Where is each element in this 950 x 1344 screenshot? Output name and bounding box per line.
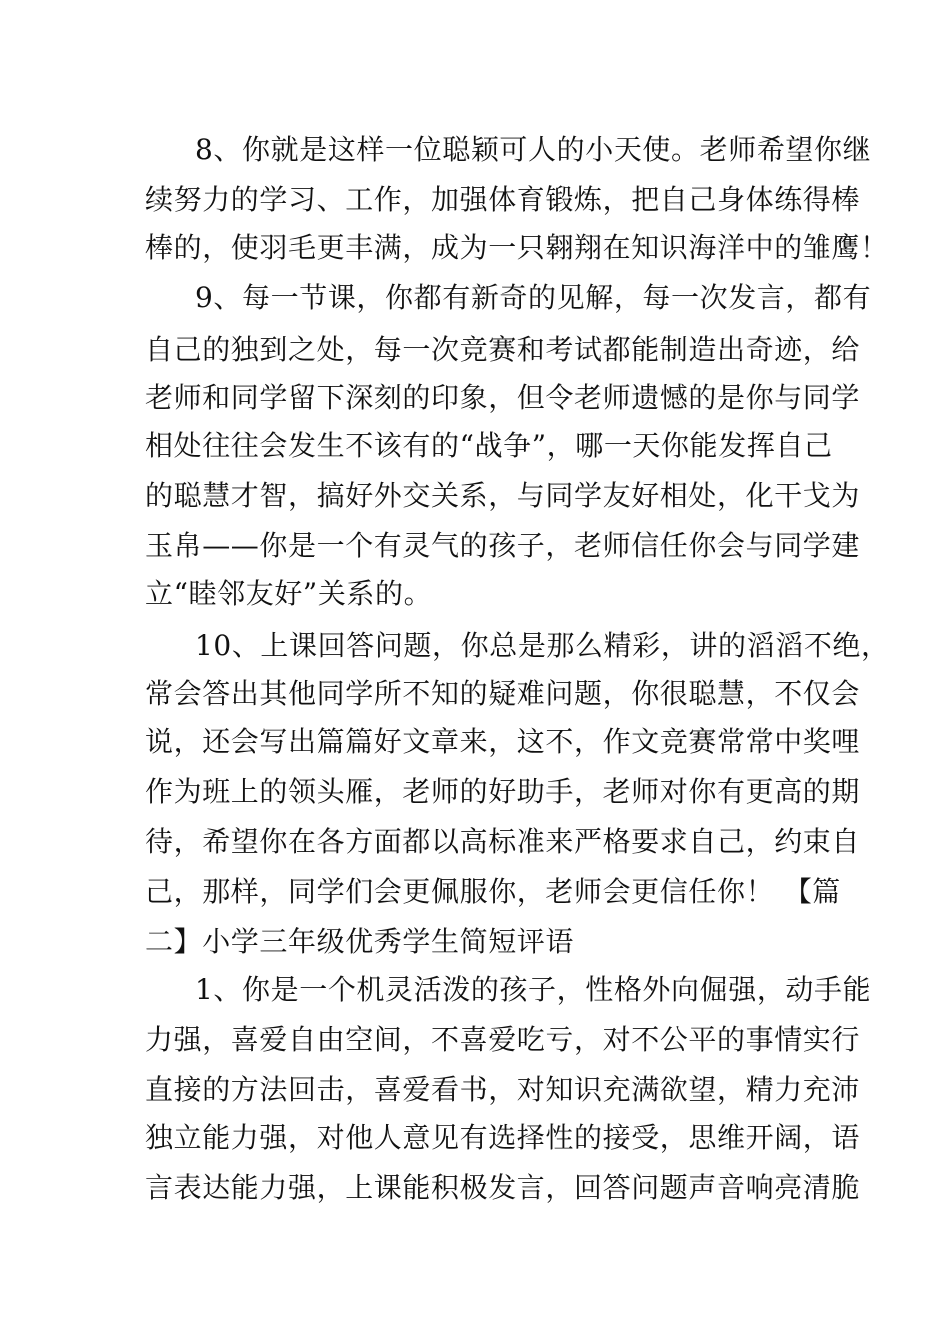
- text-line: 自己的独到之处，每一次竞赛和考试都能制造出奇迹，给: [145, 333, 861, 366]
- text-line: 玉帛——你是一个有灵气的孩子，老师信任你会与同学建: [145, 529, 861, 562]
- text-line: 待，希望你在各方面都以高标准来严格要求自己，约束自: [145, 825, 861, 858]
- text-line: 相处往往会发生不该有的“战争”，哪一天你能发挥自己: [145, 429, 833, 462]
- text-line: 9、每一节课，你都有新奇的见解，每一次发言，都有: [195, 281, 872, 314]
- text-line: 续努力的学习、工作，加强体育锻炼，把自己身体练得棒: [145, 183, 861, 216]
- text-line: 独立能力强，对他人意见有选择性的接受，思维开阔，语: [145, 1121, 861, 1154]
- section-heading: 二】小学三年级优秀学生简短评语: [145, 925, 575, 958]
- text-line: 10、上课回答问题，你总是那么精彩，讲的滔滔不绝，: [195, 629, 890, 662]
- text-line: 力强，喜爱自由空间，不喜爱吃亏，对不公平的事情实行: [145, 1023, 861, 1056]
- text-line: 常会答出其他同学所不知的疑难问题，你很聪慧，不仅会: [145, 677, 861, 710]
- text-line: 老师和同学留下深刻的印象，但令老师遗憾的是你与同学: [145, 381, 861, 414]
- text-line: 8、你就是这样一位聪颖可人的小天使。老师希望你继: [195, 133, 872, 166]
- text-line: 棒的，使羽毛更丰满，成为一只翱翔在知识海洋中的雏鹰！: [145, 231, 889, 264]
- text-line: 的聪慧才智，搞好外交关系，与同学友好相处，化干戈为: [145, 479, 861, 512]
- text-line: 己，那样，同学们会更佩服你，老师会更信任你！ 【篇: [145, 875, 841, 908]
- text-line: 1、你是一个机灵活泼的孩子，性格外向倔强，动手能: [195, 973, 872, 1006]
- text-line: 直接的方法回击，喜爱看书，对知识充满欲望，精力充沛: [145, 1073, 861, 1106]
- text-line: 说，还会写出篇篇好文章来，这不，作文竞赛常常中奖哩: [145, 725, 861, 758]
- text-line: 言表达能力强，上课能积极发言，回答问题声音响亮清脆: [145, 1171, 861, 1204]
- text-line: 作为班上的领头雁，老师的好助手，老师对你有更高的期: [145, 775, 861, 808]
- text-line: 立“睦邻友好”关系的。: [145, 577, 433, 610]
